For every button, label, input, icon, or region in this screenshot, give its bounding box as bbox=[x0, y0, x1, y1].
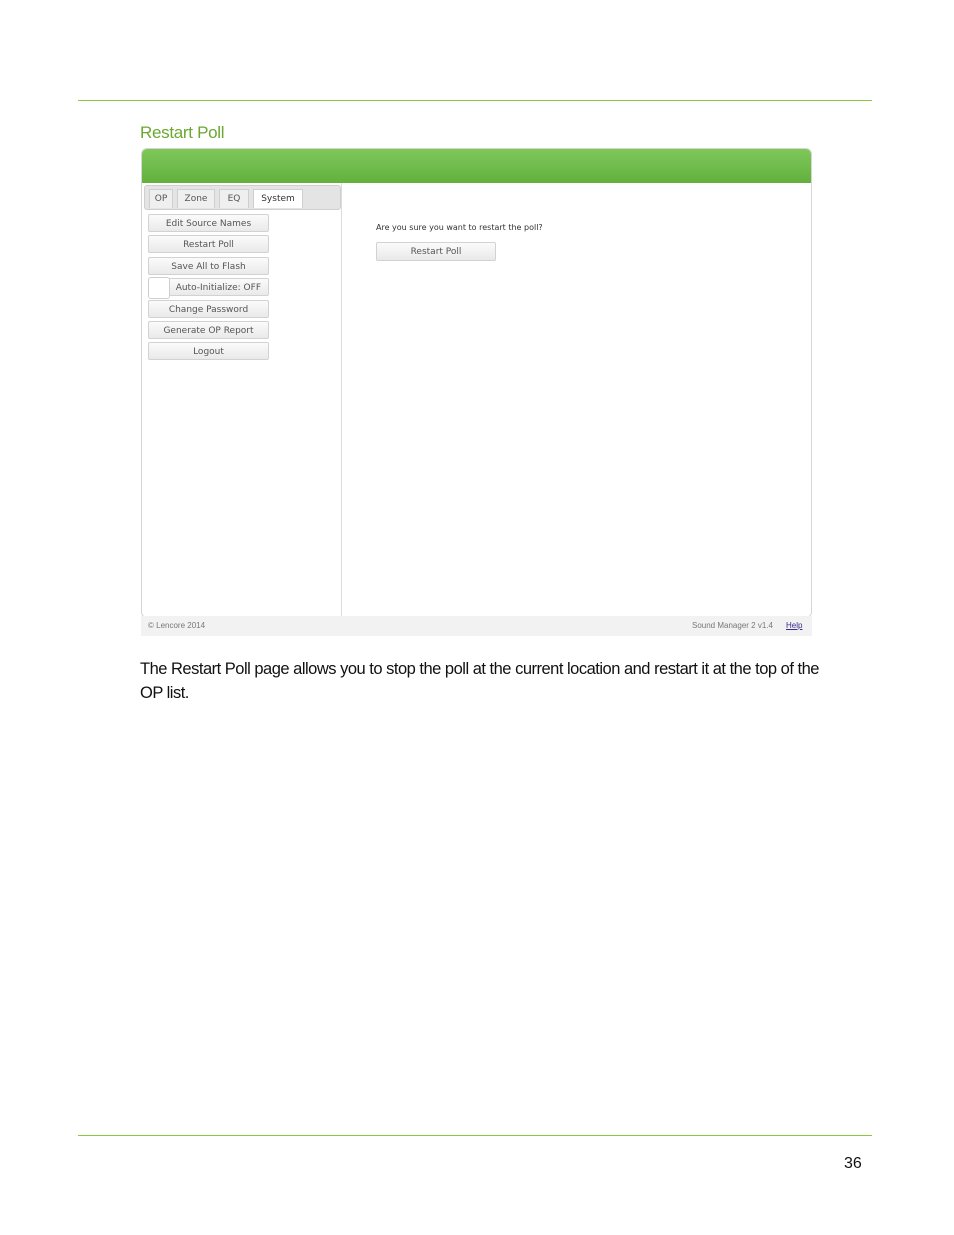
generate-op-report-button[interactable]: Generate OP Report bbox=[148, 321, 269, 339]
app-screenshot bbox=[141, 148, 812, 636]
edit-source-names-button[interactable]: Edit Source Names bbox=[148, 214, 269, 232]
app-footer bbox=[141, 616, 812, 636]
restart-poll-menu-button[interactable]: Restart Poll bbox=[148, 235, 269, 253]
auto-initialize-toggle[interactable] bbox=[148, 278, 269, 296]
main-panel bbox=[342, 183, 811, 617]
page-number: 36 bbox=[844, 1155, 862, 1172]
sidebar bbox=[142, 183, 342, 617]
tab-op[interactable]: OP bbox=[149, 189, 173, 208]
app-window bbox=[141, 148, 812, 618]
help-link[interactable]: Help bbox=[786, 621, 803, 630]
confirm-message: Are you sure you want to restart the poll? bbox=[376, 223, 543, 232]
section-title: Restart Poll bbox=[140, 123, 225, 142]
copyright-text: © Lencore 2014 bbox=[148, 621, 206, 630]
save-all-to-flash-button[interactable]: Save All to Flash bbox=[148, 257, 269, 275]
tab-bar bbox=[144, 185, 341, 210]
footer-rule bbox=[78, 1135, 872, 1136]
header-rule bbox=[78, 100, 872, 101]
tab-zone[interactable]: Zone bbox=[177, 189, 215, 208]
toggle-knob[interactable] bbox=[148, 277, 170, 299]
restart-poll-button[interactable]: Restart Poll bbox=[376, 242, 496, 261]
app-header-bar bbox=[142, 149, 811, 183]
auto-initialize-label: Auto-Initialize: OFF bbox=[175, 283, 261, 293]
body-paragraph: The Restart Poll page allows you to stop the poll at the current location and restart it at the top of the OP list. bbox=[140, 660, 819, 702]
version-text: Sound Manager 2 v1.4 bbox=[692, 621, 773, 630]
tab-system[interactable]: System bbox=[253, 189, 303, 208]
tab-eq[interactable]: EQ bbox=[219, 189, 249, 208]
change-password-button[interactable]: Change Password bbox=[148, 300, 269, 318]
logout-button[interactable]: Logout bbox=[148, 342, 269, 360]
